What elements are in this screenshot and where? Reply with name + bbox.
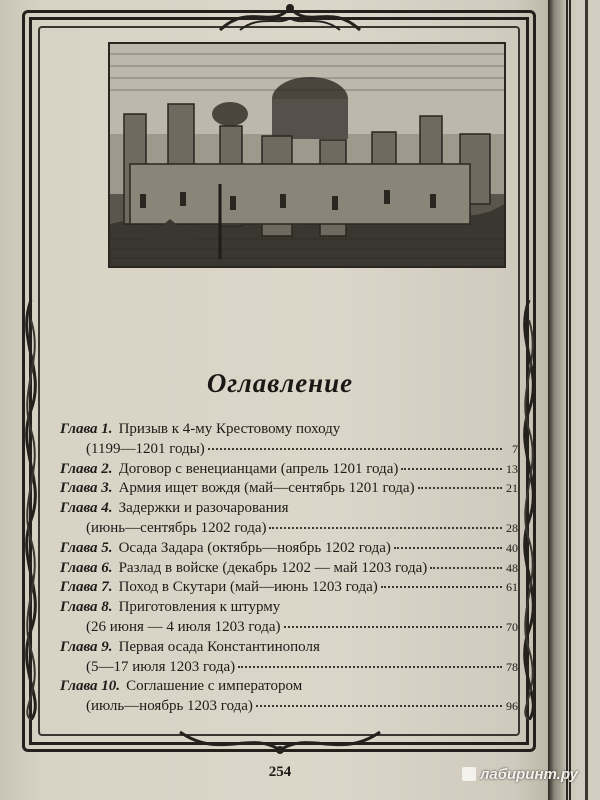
chapter-title: Договор с венецианцами (апрель 1201 года) — [118, 460, 399, 477]
chapter-title: (26 июня — 4 июля 1203 года) — [86, 618, 281, 635]
chapter-label: Глава 9. — [60, 638, 113, 655]
page-number: 61 — [506, 580, 518, 595]
toc-entry-7[interactable] — [60, 578, 518, 598]
chapter-title: Осада Задара (октябрь—ноябрь 1202 года) — [118, 539, 391, 556]
chapter-label: Глава 4. — [60, 500, 113, 517]
dot-leader — [284, 626, 502, 628]
chapter-title: Первая осада Константинополя — [118, 638, 320, 655]
chapter-label: Глава 5. — [60, 539, 113, 556]
toc-entry-4[interactable] — [60, 499, 518, 519]
adjacent-border — [566, 0, 588, 800]
dot-leader — [418, 487, 502, 489]
page-number: 48 — [506, 560, 518, 575]
dot-leader — [401, 468, 502, 470]
table-of-contents — [60, 420, 518, 717]
dot-leader — [256, 705, 502, 707]
toc-entry-1[interactable] — [60, 420, 518, 440]
chapter-label: Глава 2. — [60, 460, 113, 477]
chapter-title: Соглашение с императором — [126, 678, 303, 695]
page-number: 21 — [506, 481, 518, 496]
chapter-title: (июль—ноябрь 1203 года) — [86, 698, 253, 715]
chapter-title: (июнь—сентябрь 1202 года) — [86, 519, 267, 536]
dot-leader — [430, 567, 502, 569]
chapter-title: (5—17 июля 1203 года) — [86, 658, 236, 675]
toc-entry-10[interactable] — [60, 677, 518, 697]
page-number: 78 — [506, 659, 518, 674]
dot-leader — [269, 527, 502, 529]
dot-leader — [394, 547, 502, 549]
toc-heading: Оглавление — [206, 368, 354, 398]
chapter-label: Глава 1. — [60, 421, 113, 437]
chapter-label: Глава 10. — [60, 678, 121, 695]
chapter-title: Разлад в войске (декабрь 1202 — май 1203 года) — [118, 559, 428, 576]
chapter-label: Глава 7. — [60, 579, 113, 596]
dot-leader — [238, 666, 502, 668]
page-number: 40 — [506, 540, 518, 555]
watermark-text: лабиринт.ру — [480, 766, 578, 783]
toc-entry-9-cont[interactable] — [60, 658, 518, 678]
left-flourish — [14, 300, 48, 720]
chapter-title: Армия ищет вождя (май—сентябрь 1201 года) — [118, 480, 415, 497]
page-number: 13 — [506, 461, 518, 476]
chapter-title: Приготовления к штурму — [118, 599, 281, 616]
toc-entry-1-cont[interactable] — [60, 440, 518, 460]
labirint-logo-icon — [462, 767, 476, 781]
chapter-label: Глава 3. — [60, 480, 113, 497]
top-flourish — [210, 0, 370, 34]
city-engraving — [108, 42, 506, 268]
chapter-title: Поход в Скутари (май—июнь 1203 года) — [118, 579, 378, 596]
chapter-label: Глава 6. — [60, 559, 113, 576]
page-number: 28 — [506, 520, 518, 535]
dot-leader — [381, 586, 502, 588]
toc-entry-10-cont[interactable] — [60, 697, 518, 717]
chapter-title: Призыв к 4-му Крестовому походу — [118, 421, 341, 437]
site-watermark — [462, 766, 578, 783]
chapter-title: (1199—1201 годы) — [86, 440, 205, 457]
toc-entry-4-cont[interactable] — [60, 519, 518, 539]
page-number: 7 — [512, 441, 518, 456]
bottom-flourish — [170, 726, 390, 762]
toc-entry-6[interactable] — [60, 559, 518, 579]
page-number: 70 — [506, 619, 518, 634]
chapter-title: Задержки и разочарования — [118, 500, 289, 517]
toc-entry-2[interactable] — [60, 460, 518, 480]
toc-entry-8[interactable] — [60, 598, 518, 618]
page-number: 96 — [506, 699, 518, 714]
dot-leader — [208, 448, 502, 450]
adjacent-page-edge — [548, 0, 600, 800]
toc-entry-9[interactable] — [60, 638, 518, 658]
chapter-label: Глава 8. — [60, 599, 113, 616]
toc-entry-8-cont[interactable] — [60, 618, 518, 638]
toc-entry-5[interactable] — [60, 539, 518, 559]
toc-entry-3[interactable] — [60, 479, 518, 499]
page-folio: 254 — [268, 764, 292, 780]
